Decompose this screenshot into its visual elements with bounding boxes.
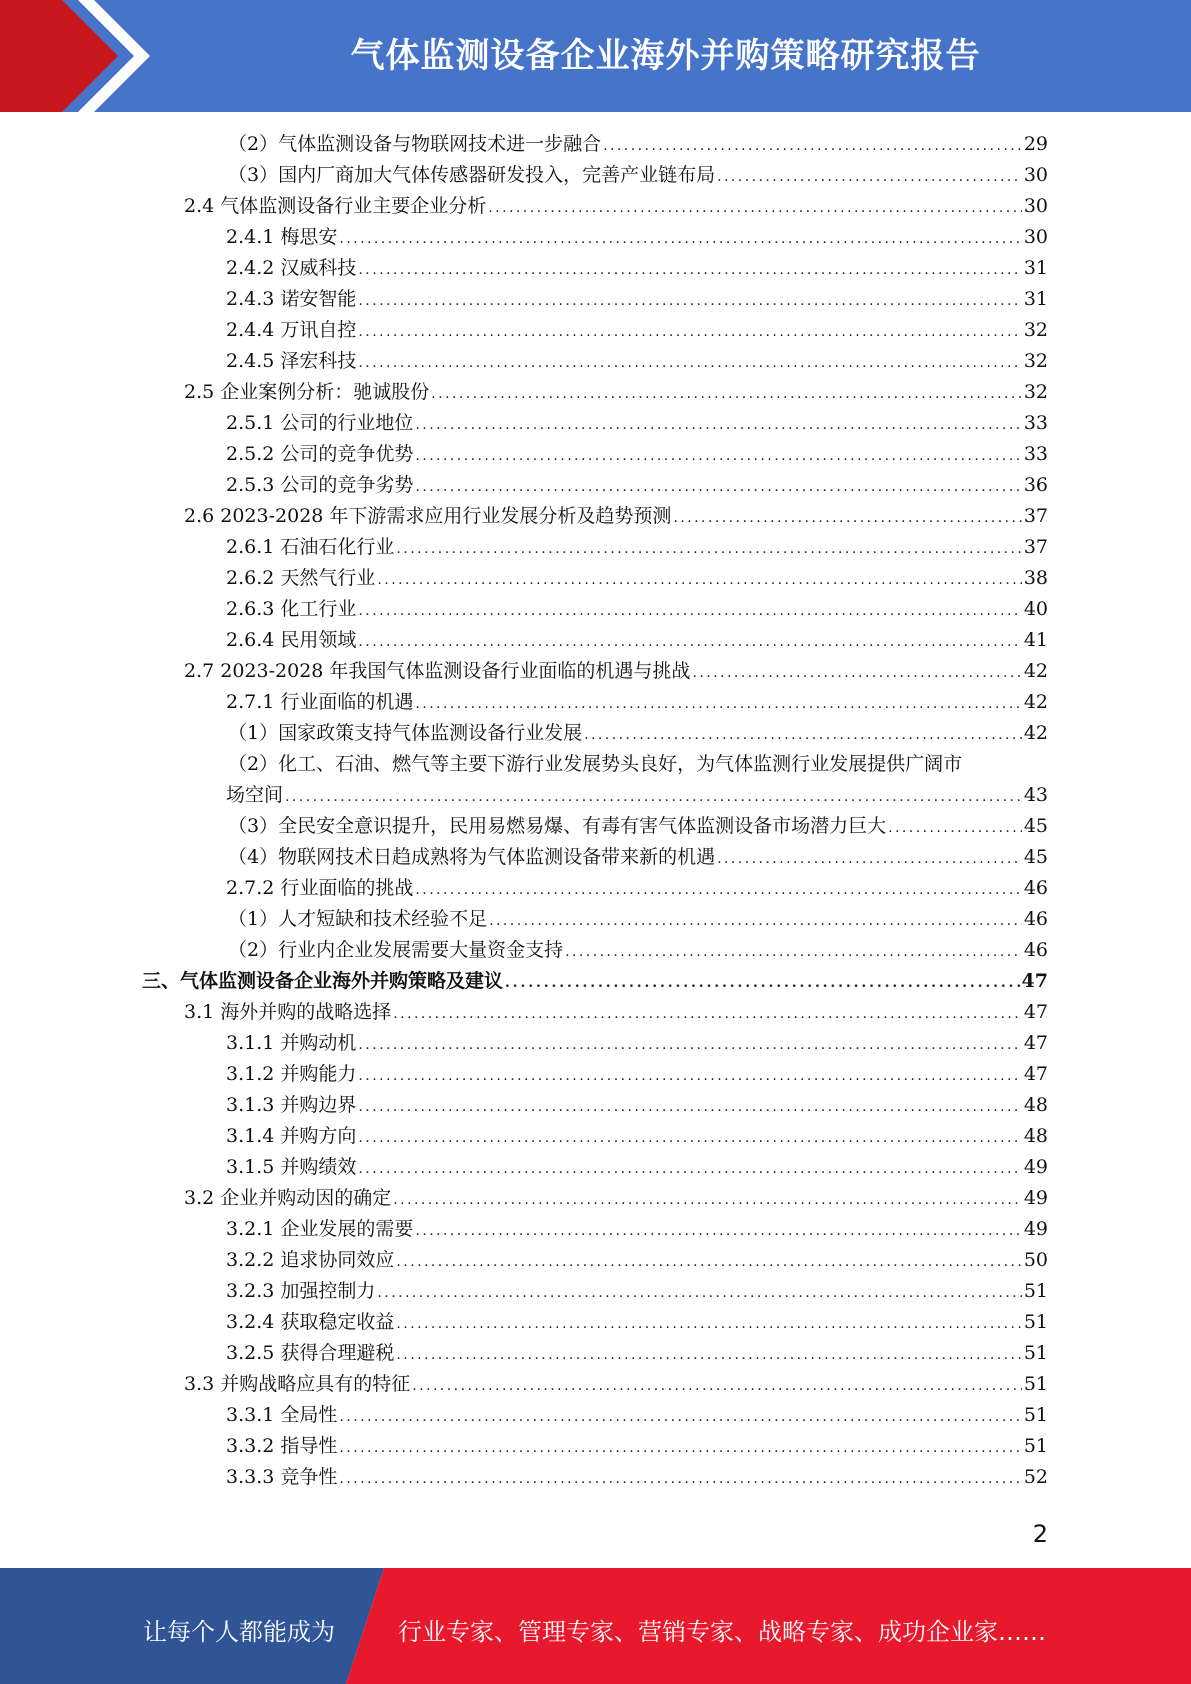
toc-entry[interactable]: [184, 1184, 1048, 1212]
toc-entry-page: 46: [1023, 877, 1048, 899]
toc-entry[interactable]: [226, 874, 1048, 902]
toc-leader: [377, 566, 1021, 594]
toc-entry-label: 2.4.2 汉威科技: [226, 257, 357, 279]
toc-leader: [505, 969, 1020, 997]
toc-entry-page: 49: [1023, 1156, 1048, 1178]
toc-entry-label: 2.6 2023-2028 年下游需求应用行业发展分析及趋势预测: [184, 505, 672, 527]
toc-entry[interactable]: [228, 719, 1048, 747]
toc-entry-page: 51: [1023, 1435, 1048, 1457]
toc-leader: [339, 1403, 1021, 1431]
toc-entry[interactable]: [226, 409, 1048, 437]
report-footer: [0, 1568, 1191, 1684]
toc-leader: [339, 1434, 1021, 1462]
toc-entry-label: （2）气体监测设备与物联网技术进一步融合: [228, 133, 602, 155]
toc-entry[interactable]: [226, 1153, 1048, 1181]
toc-leader: [565, 938, 1022, 966]
toc-entry-label: （1）人才短缺和技术经验不足: [228, 908, 488, 930]
toc-entry-label: 3.1.5 并购绩效: [226, 1156, 357, 1178]
toc-entry-page: 45: [1023, 815, 1048, 837]
toc-entry-label: 2.6.4 民用领域: [226, 629, 357, 651]
toc-leader: [285, 783, 1022, 811]
toc-entry-label: 2.4.3 诺安智能: [226, 288, 357, 310]
toc-entry-label: 3.3.2 指导性: [226, 1435, 338, 1457]
toc-entry[interactable]: [184, 378, 1048, 406]
toc-entry-label: （1）国家政策支持气体监测设备行业发展: [228, 722, 583, 744]
toc-entry-page: 36: [1023, 474, 1048, 496]
toc-entry-label: 3.2 企业并购动因的确定: [184, 1187, 392, 1209]
toc-leader: [717, 163, 1022, 191]
toc-leader: [488, 194, 1022, 222]
toc-entry[interactable]: [184, 657, 1048, 685]
toc-entry-page: 46: [1023, 908, 1048, 930]
toc-entry-page: 51: [1023, 1342, 1048, 1364]
toc-entry-page: 33: [1023, 443, 1048, 465]
toc-leader: [396, 1310, 1021, 1338]
toc-entry-label: 3.3 并购战略应具有的特征: [184, 1373, 411, 1395]
toc-entry-page: 47: [1023, 1032, 1048, 1054]
toc-entry[interactable]: [226, 254, 1048, 282]
toc-leader: [673, 504, 1021, 532]
toc-entry[interactable]: [226, 781, 1048, 809]
toc-entry-page: 48: [1023, 1125, 1048, 1147]
toc-entry-page: 47: [1023, 1001, 1048, 1023]
toc-entry[interactable]: [228, 161, 1048, 189]
toc-entry[interactable]: [226, 1122, 1048, 1150]
toc-leader: [358, 628, 1021, 656]
toc-entry[interactable]: [226, 1091, 1048, 1119]
toc-entry-page: 32: [1023, 381, 1048, 403]
toc-entry-page: 37: [1023, 505, 1048, 527]
toc-entry-label: 3.2.1 企业发展的需要: [226, 1218, 414, 1240]
toc-entry-page: 52: [1023, 1466, 1048, 1488]
toc-entry-page: 29: [1023, 133, 1048, 155]
toc-entry-label: （2）行业内企业发展需要大量资金支持: [228, 939, 564, 961]
toc-entry-page: 47: [1021, 970, 1048, 992]
toc-entry-page: 30: [1023, 195, 1048, 217]
toc-entry-label: （4）物联网技术日趋成熟将为气体监测设备带来新的机遇: [228, 846, 716, 868]
toc-entry-label: 2.5.3 公司的竞争劣势: [226, 474, 414, 496]
toc-entry[interactable]: [226, 626, 1048, 654]
toc-entry-label: 3.2.2 追求协同效应: [226, 1249, 395, 1271]
footer-slogan-right: 行业专家、管理专家、营销专家、战略专家、成功企业家……: [398, 1618, 1046, 1646]
toc-entry[interactable]: [226, 564, 1048, 592]
toc-leader: [396, 1341, 1021, 1369]
toc-entry[interactable]: [226, 1463, 1048, 1491]
toc-leader: [393, 1000, 1022, 1028]
toc-leader: [584, 721, 1022, 749]
toc-entry-page: 49: [1023, 1218, 1048, 1240]
toc-leader: [415, 473, 1021, 501]
toc-leader: [415, 690, 1021, 718]
toc-entry-label: 3.2.3 加强控制力: [226, 1280, 376, 1302]
toc-leader: [888, 814, 1022, 842]
toc-entry-label: 3.2.4 获取稳定收益: [226, 1311, 395, 1333]
toc-entry[interactable]: [226, 1308, 1048, 1336]
toc-entry-label: 3.1 海外并购的战略选择: [184, 1001, 392, 1023]
toc-entry-page: 47: [1023, 1063, 1048, 1085]
toc-entry-label: （3）国内厂商加大气体传感器研发投入，完善产业链布局: [228, 164, 716, 186]
toc-leader: [377, 1279, 1021, 1307]
toc-entry-label: 3.3.3 竞争性: [226, 1466, 338, 1488]
toc-entry-page: 32: [1023, 319, 1048, 341]
toc-entry[interactable]: [226, 1246, 1048, 1274]
toc-entry-label: 3.2.5 获得合理避税: [226, 1342, 395, 1364]
toc-leader: [358, 1031, 1021, 1059]
toc-entry-page: 30: [1023, 226, 1048, 248]
toc-entry-page: 38: [1023, 567, 1048, 589]
toc-entry-label: 场空间: [226, 784, 284, 806]
toc-entry-label: 2.4.4 万讯自控: [226, 319, 357, 341]
toc-entry-page: 30: [1023, 164, 1048, 186]
toc-entry-label: 2.4 气体监测设备行业主要企业分析: [184, 195, 487, 217]
toc-entry-label: 2.7.1 行业面临的机遇: [226, 691, 414, 713]
toc-leader: [415, 411, 1021, 439]
toc-entry[interactable]: [226, 223, 1048, 251]
toc-entry-label: 2.6.1 石油石化行业: [226, 536, 395, 558]
toc-entry-label: 3.1.3 并购边界: [226, 1094, 357, 1116]
toc-entry[interactable]: [226, 1060, 1048, 1088]
toc-entry[interactable]: [226, 1277, 1048, 1305]
toc-leader: [603, 132, 1022, 160]
toc-entry-label: 2.4.5 泽宏科技: [226, 350, 357, 372]
toc-entry-label: 3.1.2 并购能力: [226, 1063, 357, 1085]
toc-entry-label: （3）全民安全意识提升，民用易燃易爆、有毒有害气体监测设备市场潜力巨大: [228, 815, 887, 837]
toc-leader: [358, 1124, 1021, 1152]
toc-entry-page: 46: [1023, 939, 1048, 961]
toc-entry-label: 3.1.4 并购方向: [226, 1125, 357, 1147]
page-number: 2: [1032, 1520, 1048, 1548]
header-chevron-icon: [0, 0, 160, 112]
toc-entry[interactable]: [226, 440, 1048, 468]
toc-entry-page: 32: [1023, 350, 1048, 372]
toc-entry-page: 51: [1023, 1404, 1048, 1426]
toc-entry-page: 41: [1023, 629, 1048, 651]
toc-entry-label: 3.3.1 全局性: [226, 1404, 338, 1426]
toc-leader: [339, 1465, 1021, 1493]
toc-entry[interactable]: [226, 347, 1048, 375]
toc-entry[interactable]: [184, 502, 1048, 530]
toc-leader: [431, 380, 1022, 408]
toc-leader: [396, 535, 1021, 563]
toc-entry-page: 51: [1023, 1280, 1048, 1302]
toc-entry-page: 31: [1023, 288, 1048, 310]
toc-leader: [358, 1155, 1021, 1183]
toc-entry-page: 50: [1023, 1249, 1048, 1271]
toc-leader: [358, 256, 1021, 284]
toc-entry-label: 2.6.3 化工行业: [226, 598, 357, 620]
toc-entry-page: 37: [1023, 536, 1048, 558]
toc-entry[interactable]: [228, 843, 1048, 871]
toc-entry[interactable]: [226, 1215, 1048, 1243]
toc-entry[interactable]: [226, 533, 1048, 561]
toc-entry-label: 3.1.1 并购动机: [226, 1032, 357, 1054]
toc-entry-label: 2.5 企业案例分析：驰诚股份: [184, 381, 430, 403]
toc-entry-page: 31: [1023, 257, 1048, 279]
toc-leader: [415, 1217, 1021, 1245]
toc-entry[interactable]: [226, 285, 1048, 313]
toc-entry-page: 42: [1023, 691, 1048, 713]
toc-entry-label: 2.7.2 行业面临的挑战: [226, 877, 414, 899]
toc-entry[interactable]: [226, 595, 1048, 623]
toc-entry[interactable]: [226, 688, 1048, 716]
toc-entry-label-line1[interactable]: （2）化工、石油、燃气等主要下游行业发展势头良好，为气体监测行业发展提供广阔市: [228, 753, 963, 775]
report-header: [0, 0, 1191, 112]
toc-entry-page: 45: [1023, 846, 1048, 868]
toc-entry-page: 42: [1023, 660, 1048, 682]
toc-entry-label: 2.7 2023-2028 年我国气体监测设备行业面临的机遇与挑战: [184, 660, 691, 682]
toc-entry[interactable]: [228, 905, 1048, 933]
toc-entry-page: 43: [1023, 784, 1048, 806]
toc-entry-label: 2.6.2 天然气行业: [226, 567, 376, 589]
toc-leader: [692, 659, 1021, 687]
toc-leader: [489, 907, 1022, 935]
toc-leader: [717, 845, 1022, 873]
toc-entry[interactable]: [226, 471, 1048, 499]
toc-leader: [393, 1186, 1022, 1214]
toc-leader: [358, 597, 1021, 625]
toc-entry-label: 2.5.1 公司的行业地位: [226, 412, 414, 434]
toc-entry-page: 33: [1023, 412, 1048, 434]
toc-entry-page: 49: [1023, 1187, 1048, 1209]
toc-entry[interactable]: [226, 316, 1048, 344]
toc-leader: [415, 876, 1021, 904]
toc-entry[interactable]: [184, 1370, 1048, 1398]
toc-entry-page: 48: [1023, 1094, 1048, 1116]
toc-entry[interactable]: [184, 192, 1048, 220]
toc-leader: [358, 318, 1021, 346]
report-title: 气体监测设备企业海外并购策略研究报告: [350, 36, 981, 76]
toc-entry-page: 40: [1023, 598, 1048, 620]
toc-entry[interactable]: [226, 1029, 1048, 1057]
toc-entry-page: 51: [1023, 1373, 1048, 1395]
toc-entry-label: 2.5.2 公司的竞争优势: [226, 443, 414, 465]
toc-entry-page: 42: [1023, 722, 1048, 744]
toc-leader: [339, 225, 1021, 253]
toc-leader: [412, 1372, 1022, 1400]
toc-entry-label: 三、气体监测设备企业海外并购策略及建议: [142, 970, 504, 992]
toc-leader: [358, 1093, 1021, 1121]
toc-leader: [396, 1248, 1021, 1276]
toc-entry-label: 2.4.1 梅思安: [226, 226, 338, 248]
toc-entry[interactable]: [184, 998, 1048, 1026]
toc-entry[interactable]: [228, 130, 1048, 158]
toc-entry[interactable]: [226, 1339, 1048, 1367]
toc-leader: [358, 287, 1021, 315]
toc-entry-page: 51: [1023, 1311, 1048, 1333]
toc-leader: [358, 1062, 1021, 1090]
toc-entry[interactable]: [228, 812, 1048, 840]
toc-leader: [415, 442, 1021, 470]
toc-entry[interactable]: [142, 967, 1048, 995]
toc-entry[interactable]: [226, 1401, 1048, 1429]
toc-entry[interactable]: [226, 1432, 1048, 1460]
toc-leader: [358, 349, 1021, 377]
footer-slogan-left: 让每个人都能成为: [143, 1618, 335, 1646]
toc-entry[interactable]: [228, 936, 1048, 964]
